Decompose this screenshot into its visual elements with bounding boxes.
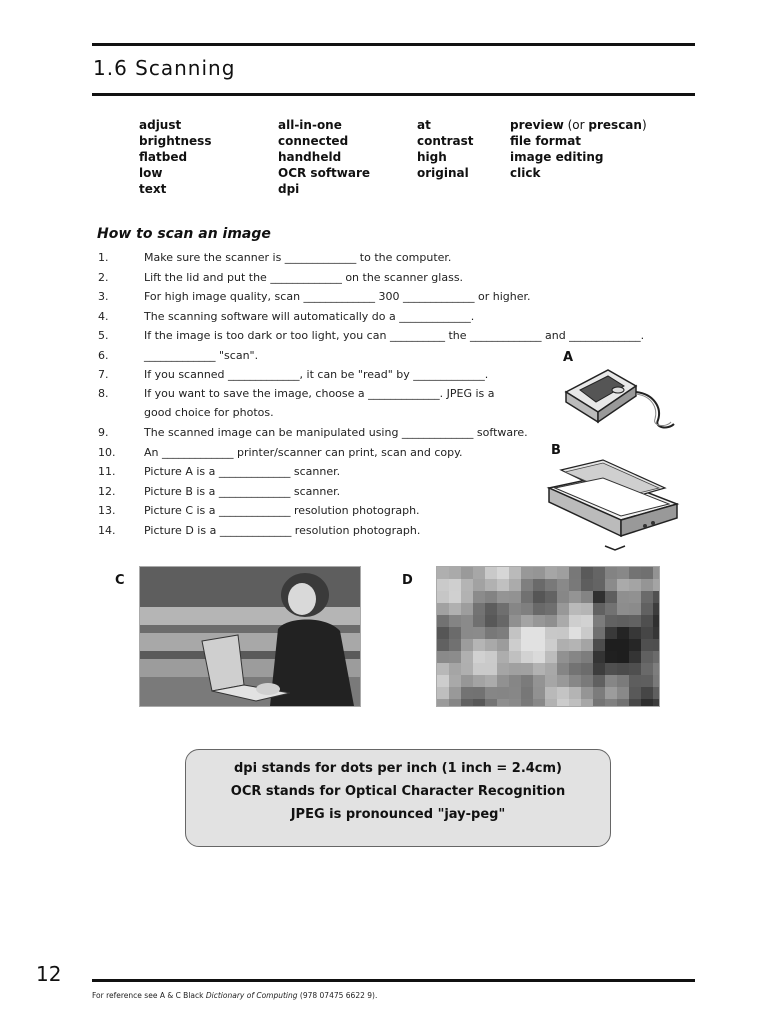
question-text: For high image quality, scan _____________ 300 _____________ or higher. <box>144 290 531 303</box>
question-text: Picture A is a _____________ scanner. <box>144 465 341 478</box>
pixelated-photo <box>437 567 659 706</box>
word-bank-item: high <box>417 150 447 164</box>
question-text: The scanning software will automatically do a _____________. <box>144 310 475 323</box>
picture-c-label: C <box>115 573 125 588</box>
footer-book-title: Dictionary of Computing <box>205 991 298 1000</box>
word-bank-item: adjust <box>139 118 182 132</box>
info-line-ocr: OCR stands for Optical Character Recognition <box>230 784 566 799</box>
title-underline <box>92 93 695 96</box>
question-number: 5. <box>98 329 109 342</box>
info-line-dpi: dpi stands for dots per inch (1 inch = 2.4cm) <box>234 761 562 776</box>
top-rule <box>92 43 695 46</box>
word-bank-item: all-in-one <box>278 118 342 132</box>
word-bank-item: at <box>417 118 431 132</box>
question-number: 7. <box>98 368 109 381</box>
picture-a-label: A <box>563 350 574 365</box>
question-number: 6. <box>98 349 109 362</box>
question-text: Picture D is a _____________ resolution photograph. <box>144 524 421 537</box>
question-number: 13. <box>98 504 116 517</box>
word-bank-item: file format <box>510 134 582 148</box>
question-number: 3. <box>98 290 109 303</box>
question-text: If the image is too dark or too light, you can __________ the _____________ and _____________. <box>144 329 645 342</box>
footer-reference <box>92 991 377 1000</box>
word-bank-col-3 <box>417 117 474 181</box>
word-bank-col-1 <box>139 117 211 197</box>
word-preview: preview <box>510 118 564 132</box>
page-number: 12 <box>36 962 62 986</box>
word-bank-item: brightness <box>139 134 212 148</box>
word-bank-item: original <box>417 166 469 180</box>
word-prescan: prescan <box>588 118 642 132</box>
question-text: If you want to save the image, choose a _____________. JPEG is a <box>144 387 495 400</box>
question-text: Make sure the scanner is _____________ to the computer. <box>144 251 452 264</box>
word-bank-item: click <box>510 166 541 180</box>
question-text: Lift the lid and put the _____________ on the scanner glass. <box>144 271 464 284</box>
question-number: 12. <box>98 485 116 498</box>
word-bank-item-preview <box>510 117 647 133</box>
word-bank-item: image editing <box>510 150 604 164</box>
picture-d-label: D <box>402 573 413 588</box>
word-bank-item: dpi <box>278 182 300 196</box>
word-bank <box>139 117 659 199</box>
word-bank-item: flatbed <box>139 150 188 164</box>
subheading: How to scan an image <box>97 226 271 242</box>
word-bank-col-2 <box>278 117 370 197</box>
picture-b-label: B <box>551 443 561 458</box>
info-line-jpeg: JPEG is pronounced "jay-peg" <box>290 807 506 822</box>
word-bank-item: handheld <box>278 150 342 164</box>
question-number: 9. <box>98 426 109 439</box>
question-number: 10. <box>98 446 116 459</box>
info-box <box>185 749 611 847</box>
question-text: Picture C is a _____________ resolution photograph. <box>144 504 420 517</box>
word-bank-item: contrast <box>417 134 474 148</box>
question-number: 1. <box>98 251 109 264</box>
question-text: If you scanned _____________, it can be "read" by _____________. <box>144 368 489 381</box>
question-text: An _____________ printer/scanner can print, scan and copy. <box>144 446 463 459</box>
question-number: 2. <box>98 271 109 284</box>
question-number: 11. <box>98 465 116 478</box>
paren-open: (or <box>563 118 589 132</box>
question-text: Picture B is a _____________ scanner. <box>144 485 341 498</box>
question-number: 14. <box>98 524 116 537</box>
question-text: The scanned image can be manipulated using _____________ software. <box>144 426 528 439</box>
question-number: 8. <box>98 387 109 400</box>
paren-close: ) <box>641 118 647 132</box>
question-text: good choice for photos. <box>144 406 274 419</box>
word-bank-item: connected <box>278 134 349 148</box>
word-bank-item: low <box>139 166 163 180</box>
word-bank-col-4 <box>510 117 647 181</box>
question-text: _____________ "scan". <box>144 349 259 362</box>
section-title: 1.6 Scanning <box>93 56 236 80</box>
woman-with-laptop-photo <box>140 567 360 706</box>
photo-d-low-resolution <box>436 566 660 707</box>
footer-prefix: For reference see A & C Black <box>92 991 206 1000</box>
handheld-scanner-illustration <box>558 364 678 434</box>
flatbed-scanner-illustration <box>545 458 680 553</box>
question-number: 4. <box>98 310 109 323</box>
word-bank-item: text <box>139 182 167 196</box>
footer-suffix: (978 07475 6622 9). <box>297 991 378 1000</box>
word-bank-item: OCR software <box>278 166 371 180</box>
footer-rule <box>92 979 695 982</box>
photo-c-high-resolution <box>139 566 361 707</box>
